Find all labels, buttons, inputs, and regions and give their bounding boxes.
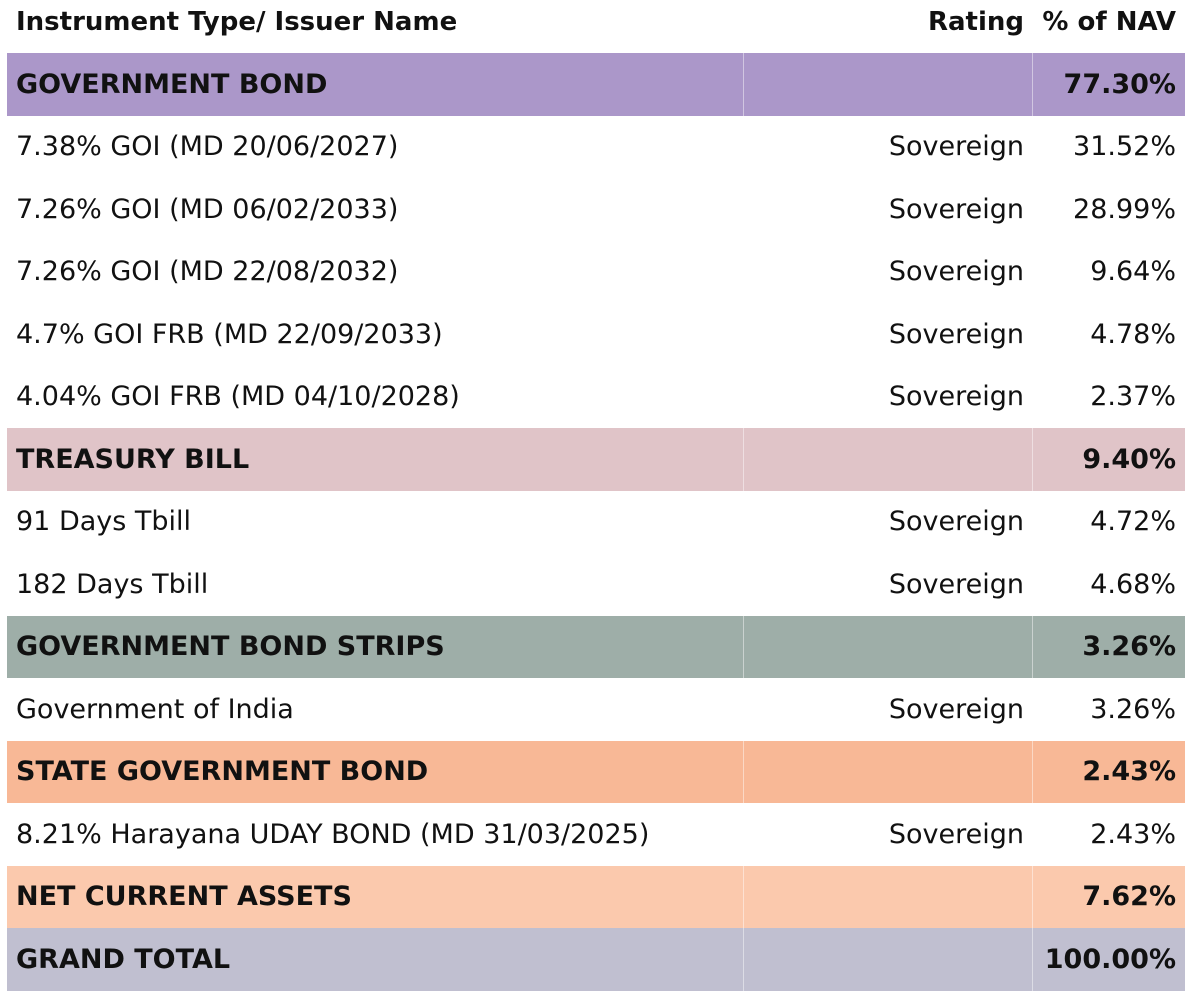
instrument-name-cell: 4.04% GOI FRB (MD 04/10/2028) <box>16 381 460 413</box>
rating-cell <box>744 53 1033 116</box>
rating-cell: Sovereign <box>888 131 1024 163</box>
nav-percent-cell: 3.26% <box>1090 693 1176 725</box>
instrument-name-cell: 4.7% GOI FRB (MD 22/09/2033) <box>16 318 443 350</box>
rating-cell: Sovereign <box>888 568 1024 600</box>
nav-percent-cell: 3.26% <box>1082 631 1176 663</box>
nav-percent-cell: 2.37% <box>1090 381 1176 413</box>
rating-cell: Sovereign <box>888 318 1024 350</box>
instrument-name-cell: 7.26% GOI (MD 06/02/2033) <box>16 193 399 225</box>
nav-percent-cell: 28.99% <box>1073 193 1176 225</box>
rating-cell: Sovereign <box>888 256 1024 288</box>
table-row <box>7 241 1185 304</box>
rating-cell: Sovereign <box>888 381 1024 413</box>
rating-cell: Sovereign <box>888 193 1024 225</box>
instrument-name-cell: 7.26% GOI (MD 22/08/2032) <box>16 256 399 288</box>
nav-percent-cell: 77.30% <box>1063 68 1176 100</box>
instrument-name-cell: Government of India <box>16 693 294 725</box>
table-body <box>7 53 1185 991</box>
instrument-name-cell: 7.38% GOI (MD 20/06/2027) <box>16 131 399 163</box>
rating-cell <box>744 741 1033 804</box>
table-row <box>7 178 1185 241</box>
instrument-name-cell: NET CURRENT ASSETS <box>7 866 744 929</box>
rating-cell: Sovereign <box>888 693 1024 725</box>
instrument-name-cell: GOVERNMENT BOND <box>7 53 744 116</box>
rating-cell: Sovereign <box>888 506 1024 538</box>
grand-total-row <box>7 928 1185 991</box>
instrument-name-cell: 91 Days Tbill <box>16 506 192 538</box>
nav-percent-cell: 9.40% <box>1082 443 1176 475</box>
instrument-name-cell: STATE GOVERNMENT BOND <box>7 741 744 804</box>
rating-cell <box>744 428 1033 491</box>
header-spacer <box>7 44 1185 53</box>
rating-cell <box>744 616 1033 679</box>
nav-percent-cell: 9.64% <box>1090 256 1176 288</box>
table-row <box>7 678 1185 741</box>
nav-percent-cell: 4.78% <box>1090 318 1176 350</box>
category-row <box>7 616 1185 679</box>
rating-cell <box>744 866 1033 929</box>
nav-percent-cell: 31.52% <box>1073 131 1176 163</box>
category-row <box>7 428 1185 491</box>
rating-cell: Sovereign <box>888 818 1024 850</box>
table-row <box>7 116 1185 179</box>
nav-percent-cell: 7.62% <box>1082 881 1176 913</box>
table-row <box>7 803 1185 866</box>
table-row <box>7 366 1185 429</box>
nav-percent-cell: 100.00% <box>1044 943 1176 975</box>
table-row <box>7 491 1185 554</box>
table-row <box>7 553 1185 616</box>
table-header-row <box>7 0 1185 44</box>
instrument-name-cell: GRAND TOTAL <box>7 928 744 991</box>
instrument-name-cell: 8.21% Harayana UDAY BOND (MD 31/03/2025) <box>16 818 650 850</box>
category-row <box>7 53 1185 116</box>
category-row <box>7 741 1185 804</box>
nav-percent-cell: 4.68% <box>1090 568 1176 600</box>
column-header-nav: % of NAV <box>1042 7 1176 37</box>
nav-percent-cell: 4.72% <box>1090 506 1176 538</box>
portfolio-holdings-table <box>7 0 1185 991</box>
instrument-name-cell: 182 Days Tbill <box>16 568 209 600</box>
rating-cell <box>744 928 1033 991</box>
category-row <box>7 866 1185 929</box>
table-row <box>7 303 1185 366</box>
nav-percent-cell: 2.43% <box>1082 756 1176 788</box>
instrument-name-cell: GOVERNMENT BOND STRIPS <box>7 616 744 679</box>
nav-percent-cell: 2.43% <box>1090 818 1176 850</box>
column-header-instrument: Instrument Type/ Issuer Name <box>16 7 458 37</box>
instrument-name-cell: TREASURY BILL <box>7 428 744 491</box>
column-header-rating: Rating <box>927 7 1024 37</box>
